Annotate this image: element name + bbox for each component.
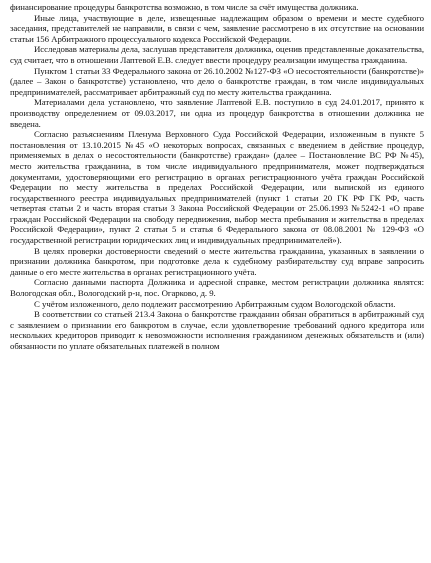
paragraph-case-materials: Материалами дела установлено, что заявление Лаптевой Е.В. поступило в суд 24.01.2017, принято к производству определением от 09.03.2017, ни одна из процедур банкротства в отношении должника не введена. [10,97,424,129]
paragraph-article-213-4: В соответствии со статьей 213.4 Закона о банкротстве гражданин обязан обратиться в арбитражный суд с заявлением о признании его банкротом в случае, если удовлетворение требований одного кредитора или нескольких кредиторов приводит к невозможности исполнения гражданином денежных обязательств и (или) обязанности по уплате обязательных платежей в полном [10,309,424,351]
paragraph-other-parties: Иные лица, участвующие в деле, извещенные надлежащим образом о времени и месте судебного заседания, представителей не направили, в связи с чем, заявление рассмотрено в их отсутствие на основании статьи 156 Арбитражного процессуального кодекса Российской Федерации. [10,12,424,44]
paragraph-article-33: Пунктом 1 статьи 33 Федерального закона от 26.10.2002 №127-ФЗ «О несостоятельности (банкротстве)» (далее – Закон о банкротстве) установлено, что дело о банкротстве граждан, в том числе индивидуальных предпринимателей, рассматривает арбитражный суд по месту жительства гражданина. [10,65,424,97]
paragraph-plenum-clarification: Согласно разъяснениям Пленума Верховного Суда Российской Федерации, изложенным в пункте 5 постановления от 13.10.2015 №45 «О некоторых вопросах, связанных с введением в действие процедур, применяемых в делах о несостоятельности (банкротстве) граждан» (далее – Постановление ВС РФ №45), место жительства гражданина, в том числе индивидуального предпринимателя, может подтверждаться документами, удостоверяющими его регистрацию в органах регистрационного учёта граждан Российской Федерации по месту жительства в пределах Российской Федерации, или выпиской из единого государственного реестра индивидуальных предпринимателей (пункт 1 статьи 20 ГК РФ ГК РФ, часть четвертая статьи 2 и часть вторая статьи 3 Закона Российской Федерации от 25.06.1993 №5242-1 «О праве граждан Российской Федерации на свободу передвижения, выбор места пребывания и жительства в пределах Российской Федерации», пункт 2 статьи 5 и статья 6 Федерального закона от 08.08.2001 № 129-ФЗ «О государственной регистрации юридических лиц и индивидуальных предпринимателей»). [10,129,424,246]
paragraph-passport-data: Согласно данными паспорта Должника и адресной справке, местом регистрации должника являтся: Вологодская обл., Вологодский р-н, пос. Огарково, д. 9. [10,277,424,299]
paragraph-court-assessment: Исследовав материалы дела, заслушав представителя должника, оценив представленные доказательства, суд считает, что в отношении Лаптевой Е.В. следует ввести процедуру реализации имущества гражданина. [10,44,424,65]
paragraph-financing: финансирование процедуры банкротства возможно, в том числе за счёт имущества должника. [10,2,359,12]
paragraph-residence-verification: В целях проверки достоверности сведений о месте жительства гражданина, указанных в заявлении о признании должника банкротом, при подготовке дела к судебному разбирательству суд вправе запросить данные о его месте жительства в органах регистрационного учёта. [10,245,424,277]
document-page [10,2,424,352]
paragraph-jurisdiction: С учётом изложенного, дело подлежит рассмотрению Арбитражным судом Вологодской области. [34,298,396,309]
